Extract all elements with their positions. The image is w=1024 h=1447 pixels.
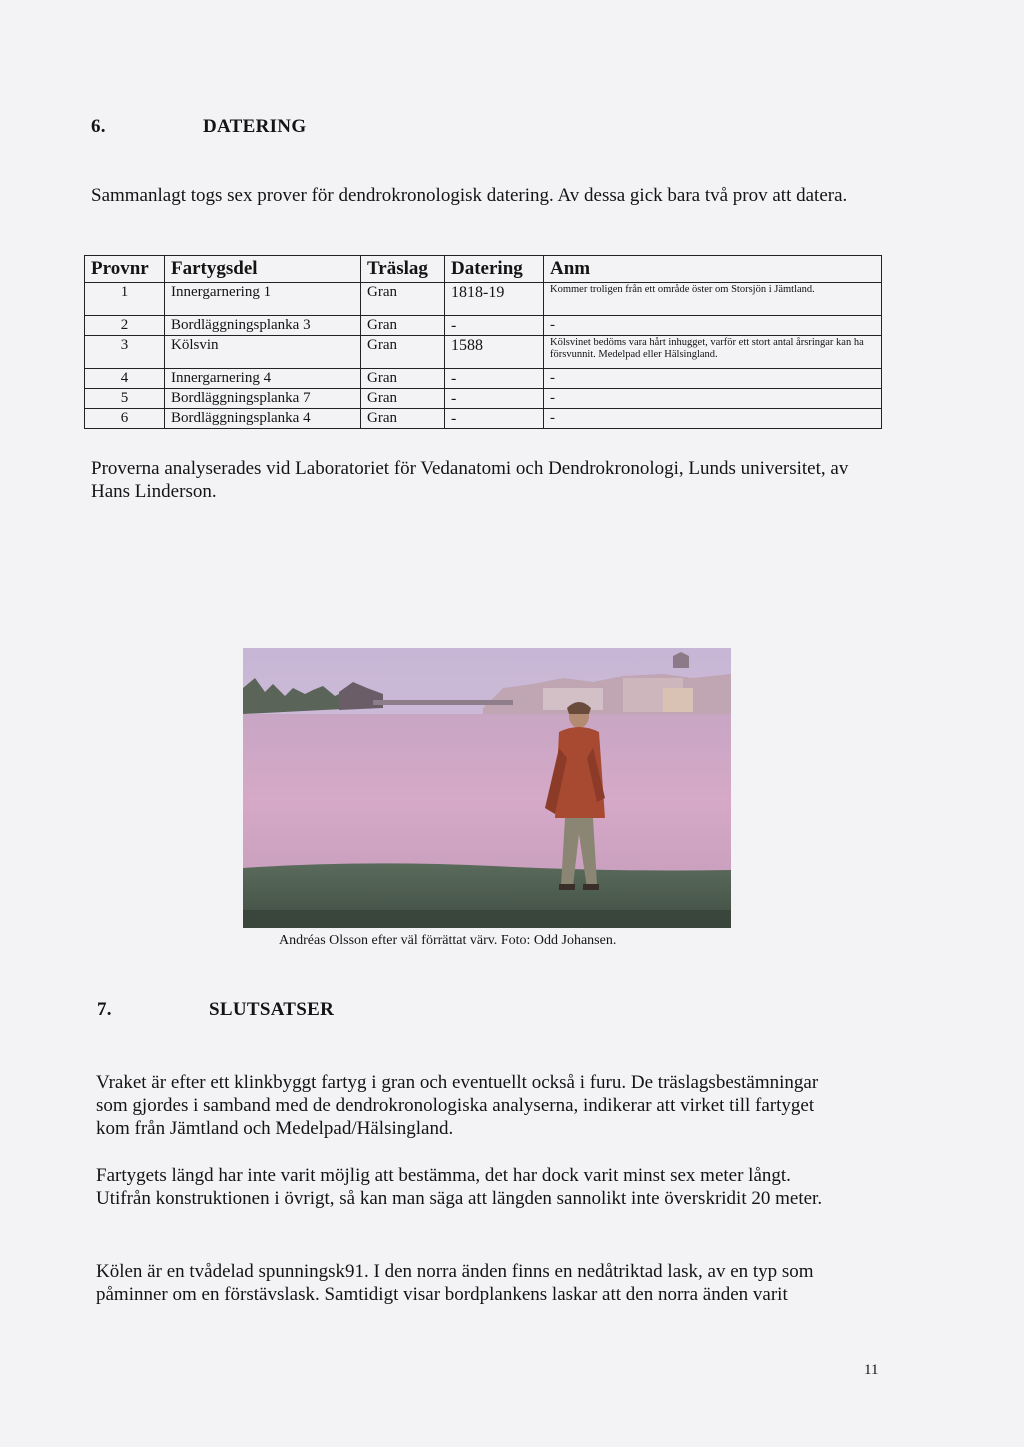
cell-provnr: 3 (85, 336, 165, 369)
cell-traslag: Gran (361, 336, 445, 369)
section-number: 7. (97, 999, 112, 1020)
cell-traslag: Gran (361, 409, 445, 429)
cell-fartygsdel: Innergarnering 1 (165, 283, 361, 316)
cell-anm: - (544, 369, 882, 389)
cell-datering: - (445, 316, 544, 336)
cell-datering: 1588 (445, 336, 544, 369)
cell-provnr: 2 (85, 316, 165, 336)
cell-datering: - (445, 409, 544, 429)
table-row (85, 409, 882, 429)
cell-fartygsdel: Innergarnering 4 (165, 369, 361, 389)
cell-provnr: 4 (85, 369, 165, 389)
table-row (85, 336, 882, 369)
cell-traslag: Gran (361, 316, 445, 336)
intro-paragraph: Sammanlagt togs sex prover för dendrokronologisk datering. Av dessa gick bara två prov att datera. (91, 185, 848, 206)
cell-traslag: Gran (361, 389, 445, 409)
cell-fartygsdel: Bordläggningsplanka 7 (165, 389, 361, 409)
conclusion-paragraph: Kölen är en tvådelad spunningsk91. I den norra änden finns en nedåtriktad lask, av en typ som påminner om en förstävslask. Samtidigt visar bordplankens laskar att den norra änden varit (96, 1261, 814, 1305)
cell-fartygsdel: Bordläggningsplanka 3 (165, 316, 361, 336)
section-title: SLUTSATSER (209, 999, 335, 1020)
cell-anm: - (544, 409, 882, 429)
cell-anm: - (544, 316, 882, 336)
analysis-paragraph: Proverna analyserades vid Laboratoriet för Vedanatomi och Dendrokronologi, Lunds universitet, av Hans Linderson. (91, 458, 849, 502)
cell-provnr: 1 (85, 283, 165, 316)
cell-provnr: 6 (85, 409, 165, 429)
table-row (85, 316, 882, 336)
conclusion-paragraph: Fartygets längd har inte varit möjlig att bestämma, det har dock varit minst sex meter långt. Utifrån konstruktionen i övrigt, så kan man säga att längden sannolikt inte överskridit 20 meter. (96, 1165, 823, 1209)
conclusion-paragraph: Vraket är efter ett klinkbyggt fartyg i gran och eventuellt också i furu. De träslagsbestämningar som gjordes i samband med de dendrokronologiska analyserna, indikerar att virket till fartyget kom från Jämtland och Medelpad/Hälsingland. (96, 1072, 819, 1139)
column-header: Datering (445, 256, 544, 283)
river-photo (243, 648, 731, 928)
column-header: Träslag (361, 256, 445, 283)
cell-datering: 1818-19 (445, 283, 544, 316)
column-header: Provnr (85, 256, 165, 283)
cell-fartygsdel: Bordläggningsplanka 4 (165, 409, 361, 429)
cell-provnr: 5 (85, 389, 165, 409)
cell-anm: Kölsvinet bedöms vara hårt inhugget, varför ett stort antal årsringar kan ha försvunnit. Medelpad eller Hälsingland. (544, 336, 882, 369)
cell-traslag: Gran (361, 283, 445, 316)
table-row (85, 283, 882, 316)
cell-anm: - (544, 389, 882, 409)
column-header: Anm (544, 256, 882, 283)
photo-caption: Andréas Olsson efter väl förrättat värv. Foto: Odd Johansen. (279, 933, 617, 948)
table-row (85, 389, 882, 409)
cell-datering: - (445, 389, 544, 409)
table-header-row (85, 256, 882, 283)
column-header: Fartygsdel (165, 256, 361, 283)
cell-datering: - (445, 369, 544, 389)
section-number: 6. (91, 116, 106, 137)
dating-table (84, 255, 882, 429)
cell-fartygsdel: Kölsvin (165, 336, 361, 369)
section-title: DATERING (203, 116, 307, 137)
table-row (85, 369, 882, 389)
cell-anm: Kommer troligen från ett område öster om Storsjön i Jämtland. (544, 283, 882, 316)
page-number: 11 (864, 1362, 879, 1378)
cell-traslag: Gran (361, 369, 445, 389)
